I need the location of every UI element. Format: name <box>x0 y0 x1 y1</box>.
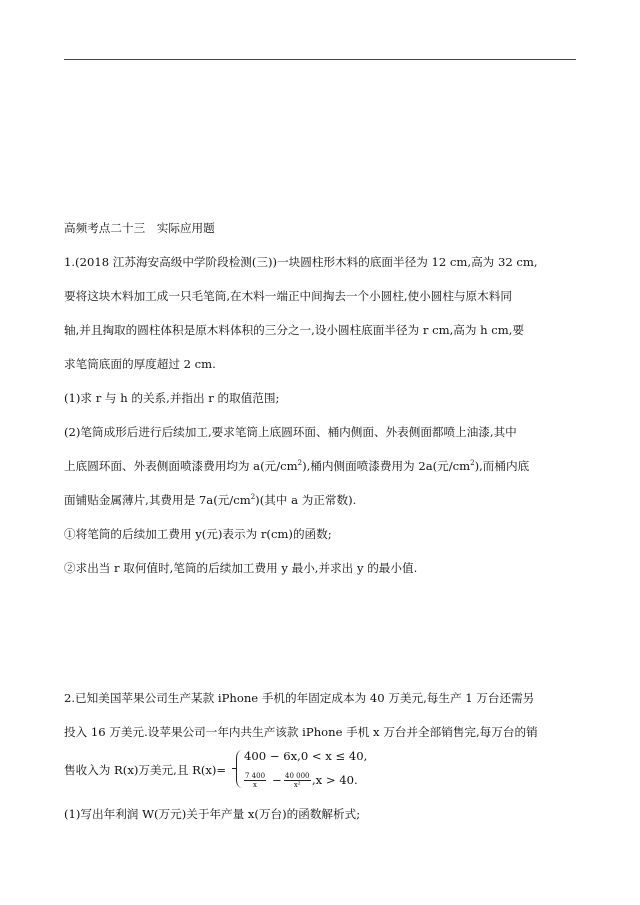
fraction-40000-over-x-squared <box>284 772 311 789</box>
fraction-numerator: 40 000 <box>285 772 310 780</box>
fraction-7400-over-x <box>244 772 266 789</box>
fraction-denominator: x <box>253 781 257 789</box>
header-rule <box>64 59 576 60</box>
problem-1-line-1: 1.(2018 江苏海安高级中学阶段检测(三))一块圆柱形木料的底面半径为 12 cm,高为 32 cm, <box>64 255 538 269</box>
q2-text-a: 上底圆环面、外表侧面喷漆费用均为 a(元/cm <box>64 459 298 473</box>
piecewise-case-2-tail: ,x > 40. <box>312 773 358 787</box>
piecewise-brace <box>236 750 243 788</box>
fraction-denominator: x² <box>293 781 301 789</box>
q2-text-d: 面铺贴金属薄片,其费用是 7a(元/cm <box>64 493 251 507</box>
superscript-2: 2 <box>250 493 256 502</box>
fraction-numerator: 7 400 <box>245 772 266 780</box>
q2-text-b: ),桶内侧面喷漆费用为 2a(元/cm <box>302 459 471 473</box>
problem-1-subquestion-1: ①将笔筒的后续加工费用 y(元)表示为 r(cm)的函数; <box>64 527 332 541</box>
problem-1-line-4: 求笔筒底面的厚度超过 2 cm. <box>64 357 216 371</box>
problem-1-subquestion-2: ②求出当 r 取何值时,笔筒的后续加工费用 y 最小,并求出 y 的最小值. <box>64 561 418 575</box>
section-title: 高频考点二十三 实际应用题 <box>64 221 215 235</box>
problem-2-line-3: 售收入为 R(x)万美元,且 R(x)= <box>64 763 227 777</box>
superscript-2: 2 <box>297 459 303 468</box>
superscript-2: 2 <box>470 459 475 468</box>
problem-2-question-1: (1)写出年利润 W(万元)关于年产量 x(万台)的函数解析式; <box>64 807 361 821</box>
q2-text-c: ),而桶内底 <box>474 459 530 473</box>
problem-1-question-1: (1)求 r 与 h 的关系,并指出 r 的取值范围; <box>64 391 280 405</box>
problem-1-line-2: 要将这块木料加工成一只毛笔筒,在木料一端正中间掏去一个小圆柱,使小圆柱与原木料同 <box>64 289 512 303</box>
problem-1-question-2-line-2 <box>64 458 584 474</box>
piecewise-case-1: 400 − 6x,0 < x ≤ 40, <box>244 749 368 763</box>
problem-1-question-2-line-3 <box>64 492 584 508</box>
minus-sign: − <box>272 773 282 787</box>
problem-2-line-2: 投入 16 万美元.设苹果公司一年内共生产该款 iPhone 手机 x 万台并全部销售完,每万台的销 <box>64 725 538 739</box>
problem-2-line-1: 2.已知美国苹果公司生产某款 iPhone 手机的年固定成本为 40 万美元,每生产 1 万台还需另 <box>64 691 535 705</box>
problem-1-question-2-line-1: (2)笔筒成形后进行后续加工,要求笔筒上底圆环面、桶内侧面、外表侧面都喷上油漆,其中 <box>64 425 517 439</box>
problem-1-line-3: 轴,并且掏取的圆柱体积是原木料体积的三分之一,设小圆柱底面半径为 r cm,高为 h cm,要 <box>64 323 525 337</box>
q2-text-e: )(其中 a 为正常数). <box>255 493 357 507</box>
